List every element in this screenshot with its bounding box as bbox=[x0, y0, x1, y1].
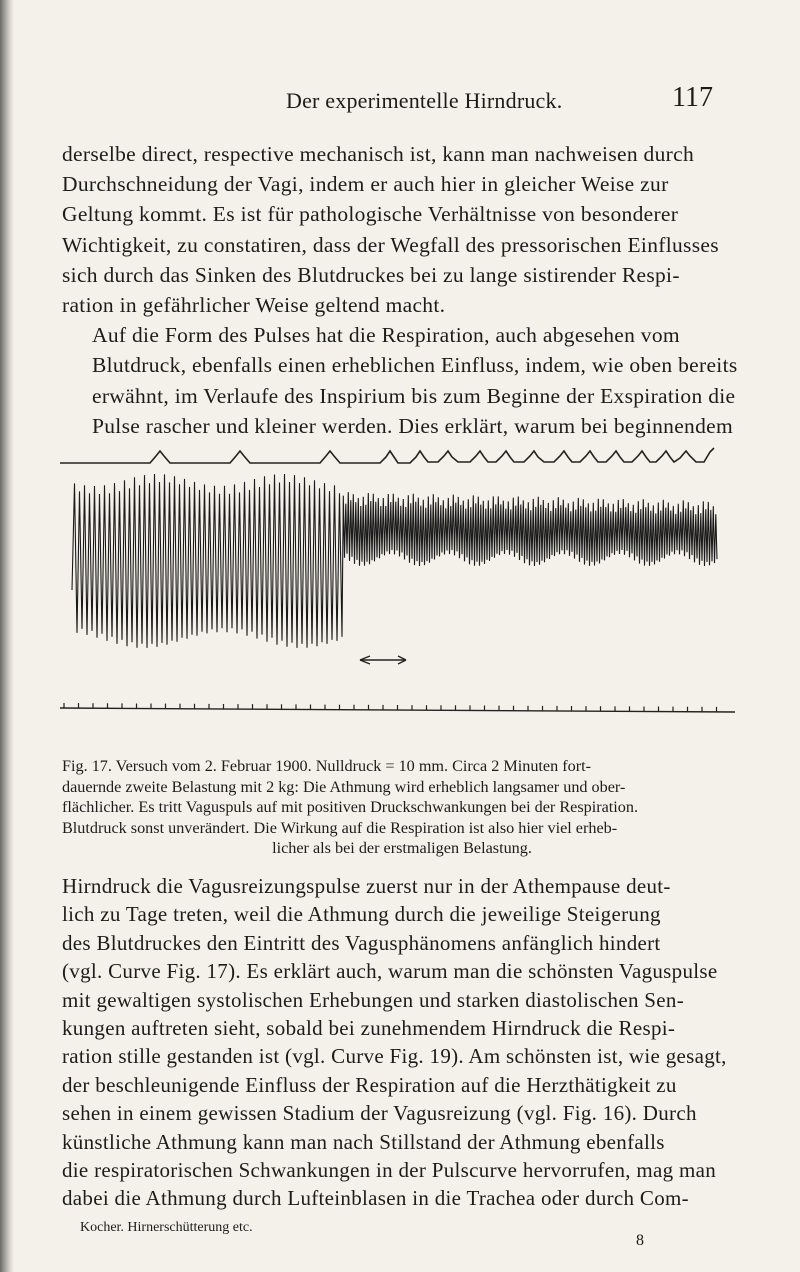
text-line: (vgl. Curve Fig. 17). Es erklärt auch, warum man die schönsten Vaguspulse bbox=[62, 959, 718, 984]
text-line: Pulse rascher und kleiner werden. Dies erklärt, warum bei beginnendem bbox=[92, 413, 733, 438]
time-marker-line bbox=[60, 700, 740, 724]
respiration-trace bbox=[60, 448, 714, 463]
text-line: der beschleunigende Einfluss der Respiration auf die Herzthätigkeit zu bbox=[62, 1072, 677, 1097]
text-line: die respiratorischen Schwankungen in der Pulscurve hervorrufen, mag man bbox=[62, 1158, 717, 1183]
text-line: kungen auftreten sieht, sobald bei zunehmendem Hirndruck die Respi- bbox=[62, 1016, 676, 1041]
text-line: Geltung kommt. Es ist für pathologische Verhältnisse von besonderer bbox=[62, 202, 679, 227]
figure-17-pulse-curve bbox=[60, 440, 720, 680]
text-line: dabei die Athmung durch Lufteinblasen in die Trachea oder durch Com- bbox=[62, 1186, 689, 1211]
caption-line: Fig. 17. Versuch vom 2. Februar 1900. Nulldruck = 10 mm. Circa 2 Minuten fort- bbox=[62, 757, 592, 775]
paragraph-2 bbox=[62, 320, 742, 441]
paragraph-3 bbox=[62, 872, 742, 1213]
text-line: erwähnt, im Verlaufe des Inspirium bis zum Beginne der Exspiration die bbox=[92, 383, 736, 408]
page-binding-edge bbox=[0, 0, 14, 1272]
caption-line: Blutdruck sonst unverändert. Die Wirkung auf die Respiration ist also hier viel erheb- bbox=[62, 818, 618, 837]
figure-caption bbox=[62, 756, 742, 859]
running-title: Der experimentelle Hirndruck. bbox=[286, 88, 563, 113]
text-line: Hirndruck die Vagusreizungspulse zuerst nur in der Athempause deut- bbox=[62, 874, 671, 898]
text-line: derselbe direct, respective mechanisch ist, kann man nachweisen durch bbox=[62, 142, 695, 166]
running-head bbox=[0, 82, 800, 118]
text-line: lich zu Tage treten, weil die Athmung durch die jeweilige Steigerung bbox=[62, 902, 661, 927]
text-line: Auf die Form des Pulses hat die Respiration, auch abgesehen vom bbox=[92, 323, 680, 348]
caption-line: flächlicher. Es tritt Vaguspuls auf mit positiven Druckschwankungen bei der Respiration. bbox=[62, 798, 639, 817]
pulse-trace bbox=[72, 474, 717, 648]
text-line: mit gewaltigen systolischen Erhebungen und starken diastolischen Sen- bbox=[62, 987, 684, 1012]
direction-arrow bbox=[360, 656, 406, 664]
text-line: Blutdruck, ebenfalls einen erheblichen Einfluss, indem, wie oben bereits bbox=[92, 353, 738, 378]
pulse-path bbox=[72, 474, 717, 648]
caption-line: licher als bei der erstmaligen Belastung. bbox=[272, 839, 532, 858]
body-text-bottom bbox=[62, 872, 742, 1213]
text-line: ration in gefährlicher Weise geltend macht. bbox=[62, 293, 446, 318]
text-line: des Blutdruckes den Eintritt des Vagusphänomens anfänglich hindert bbox=[62, 930, 661, 955]
page-number: 117 bbox=[672, 82, 713, 113]
footer-author-note: Kocher. Hirnerschütterung etc. bbox=[80, 1220, 253, 1235]
body-text-top bbox=[62, 139, 742, 441]
signature-mark: 8 bbox=[636, 1232, 644, 1249]
text-line: Wichtigkeit, zu constatiren, dass der Wegfall des pressorischen Einflusses bbox=[62, 232, 719, 257]
text-line: ration stille gestanden ist (vgl. Curve Fig. 19). Am schönsten ist, wie gesagt, bbox=[62, 1044, 727, 1069]
text-line: künstliche Athmung kann man nach Stillstand der Athmung ebenfalls bbox=[62, 1129, 665, 1154]
caption-line: dauernde zweite Belastung mit 2 kg: Die Athmung wird erheblich langsamer und ober- bbox=[62, 777, 626, 796]
text-line: sich durch das Sinken des Blutdruckes bei zu lange sistirender Respi- bbox=[62, 262, 680, 287]
paragraph-1 bbox=[62, 139, 742, 320]
text-line: Durchschneidung der Vagi, indem er auch hier in gleicher Weise zur bbox=[62, 172, 669, 197]
text-line: sehen in einem gewissen Stadium der Vagusreizung (vgl. Fig. 16). Durch bbox=[62, 1101, 697, 1126]
